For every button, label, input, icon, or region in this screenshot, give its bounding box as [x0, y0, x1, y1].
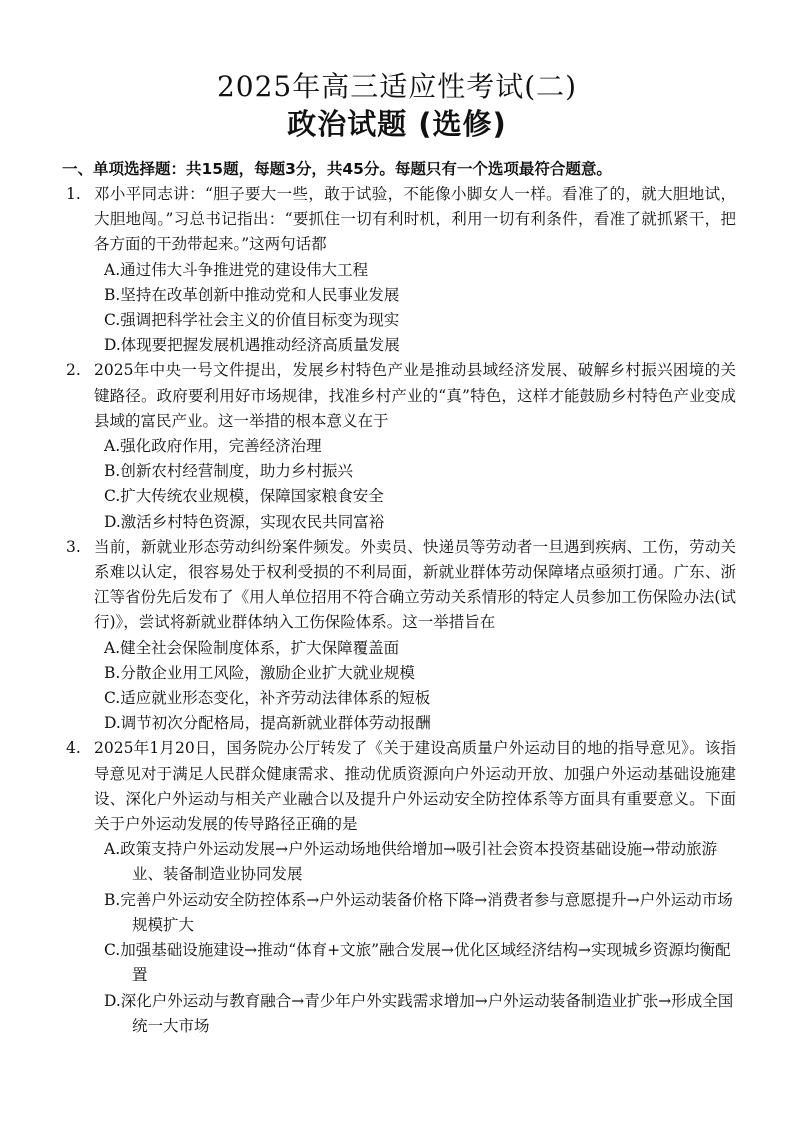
option-d: D.调节初次分配格局，提高新就业群体劳动报酬 — [104, 714, 431, 733]
option-d: D.激活乡村特色资源，实现农民共同富裕 — [104, 512, 385, 531]
question-number: 1. — [66, 185, 81, 203]
option-b: B.完善户外运动安全防控体系→户外运动装备价格下降→消费者参与意愿提升→户外运动市场规模扩大 — [104, 890, 733, 934]
question-number: 2. — [66, 361, 81, 380]
question-number: 3. — [66, 537, 81, 556]
option-d: D.深化户外运动与教育融合→青少年户外实践需求增加→户外运动装备制造业扩张→形成全国统一大市场 — [104, 991, 734, 1035]
section-heading: 一、单项选择题：共15题，每题3分，共45分。每题只有一个选项最符合题意。 — [62, 160, 612, 178]
question-2 — [66, 358, 736, 534]
exam-title: 2025年高三适应性考试(二) — [216, 70, 578, 103]
question-3 — [66, 535, 736, 737]
question-stem: 邓小平同志讲：“胆子要大一些，敢于试验，不能像小脚女人一样。看准了的，就大胆地试，大胆地闯。”习总书记指出：“要抓住一切有利时机，利用一切有利条件，看准了就抓紧干，把各方面的干劲带起来。”这两句话都 — [94, 185, 736, 254]
option-a: A.通过伟大斗争推进党的建设伟大工程 — [104, 260, 369, 279]
question-4 — [66, 736, 736, 1038]
question-stem: 当前，新就业形态劳动纠纷案件频发。外卖员、快递员等劳动者一旦遇到疾病、工伤，劳动关系难以认定，很容易处于权利受损的不利局面，新就业群体劳动保障堵点亟须打通。广东、浙江等省份先后发布了《用人单位招用不符合确立劳动关系情形的特定人员参加工伤保险办法(试行)》，尝试将新就业群体纳入工伤保险体系。这一举措旨在 — [94, 537, 736, 632]
option-c: C.适应就业形态变化，补齐劳动法律体系的短板 — [104, 689, 431, 708]
option-a: A.政策支持户外运动发展→户外运动场地供给增加→吸引社会资本投资基础设施→带动旅游业、装备制造业协同发展 — [104, 840, 718, 884]
option-c: C.强调把科学社会主义的价值目标变为现实 — [104, 311, 400, 330]
question-1 — [66, 182, 736, 358]
option-a: A.强化政府作用，完善经济治理 — [104, 437, 322, 456]
questions-list — [66, 182, 736, 1039]
option-b: B.分散企业用工风险，激励企业扩大就业规模 — [104, 663, 415, 682]
option-b: B.创新农村经营制度，助力乡村振兴 — [104, 462, 353, 481]
option-c: C.扩大传统农业规模，保障国家粮食安全 — [104, 487, 384, 506]
option-c: C.加强基础设施建设→推动“体育+文旅”融合发展→优化区域经济结构→实现城乡资源均衡配置 — [104, 941, 731, 985]
option-a: A.健全社会保险制度体系，扩大保障覆盖面 — [104, 638, 400, 657]
question-stem: 2025年中央一号文件提出，发展乡村特色产业是推动县域经济发展、破解乡村振兴困境的关键路径。政府要利用好市场规律，找准乡村产业的“真”特色，这样才能鼓励乡村特色产业变成县域的富民产业。这一举措的根本意义在于 — [94, 361, 736, 430]
option-b: B.坚持在改革创新中推动党和人民事业发展 — [104, 285, 400, 304]
exam-subtitle: 政治试题 (选修) — [287, 107, 507, 141]
question-number: 4. — [66, 739, 81, 758]
option-d: D.体现要把握发展机遇推动经济高质量发展 — [104, 336, 400, 355]
question-stem: 2025年1月20日，国务院办公厅转发了《关于建设高质量户外运动目的地的指导意见》。该指导意见对于满足人民群众健康需求、推动优质资源向户外运动开放、加强户外运动基础设施建设、深化户外运动与相关产业融合以及提升户外运动安全防控体系等方面具有重要意义。下面关于户外运动发展的传导路径正确的是 — [94, 739, 736, 834]
